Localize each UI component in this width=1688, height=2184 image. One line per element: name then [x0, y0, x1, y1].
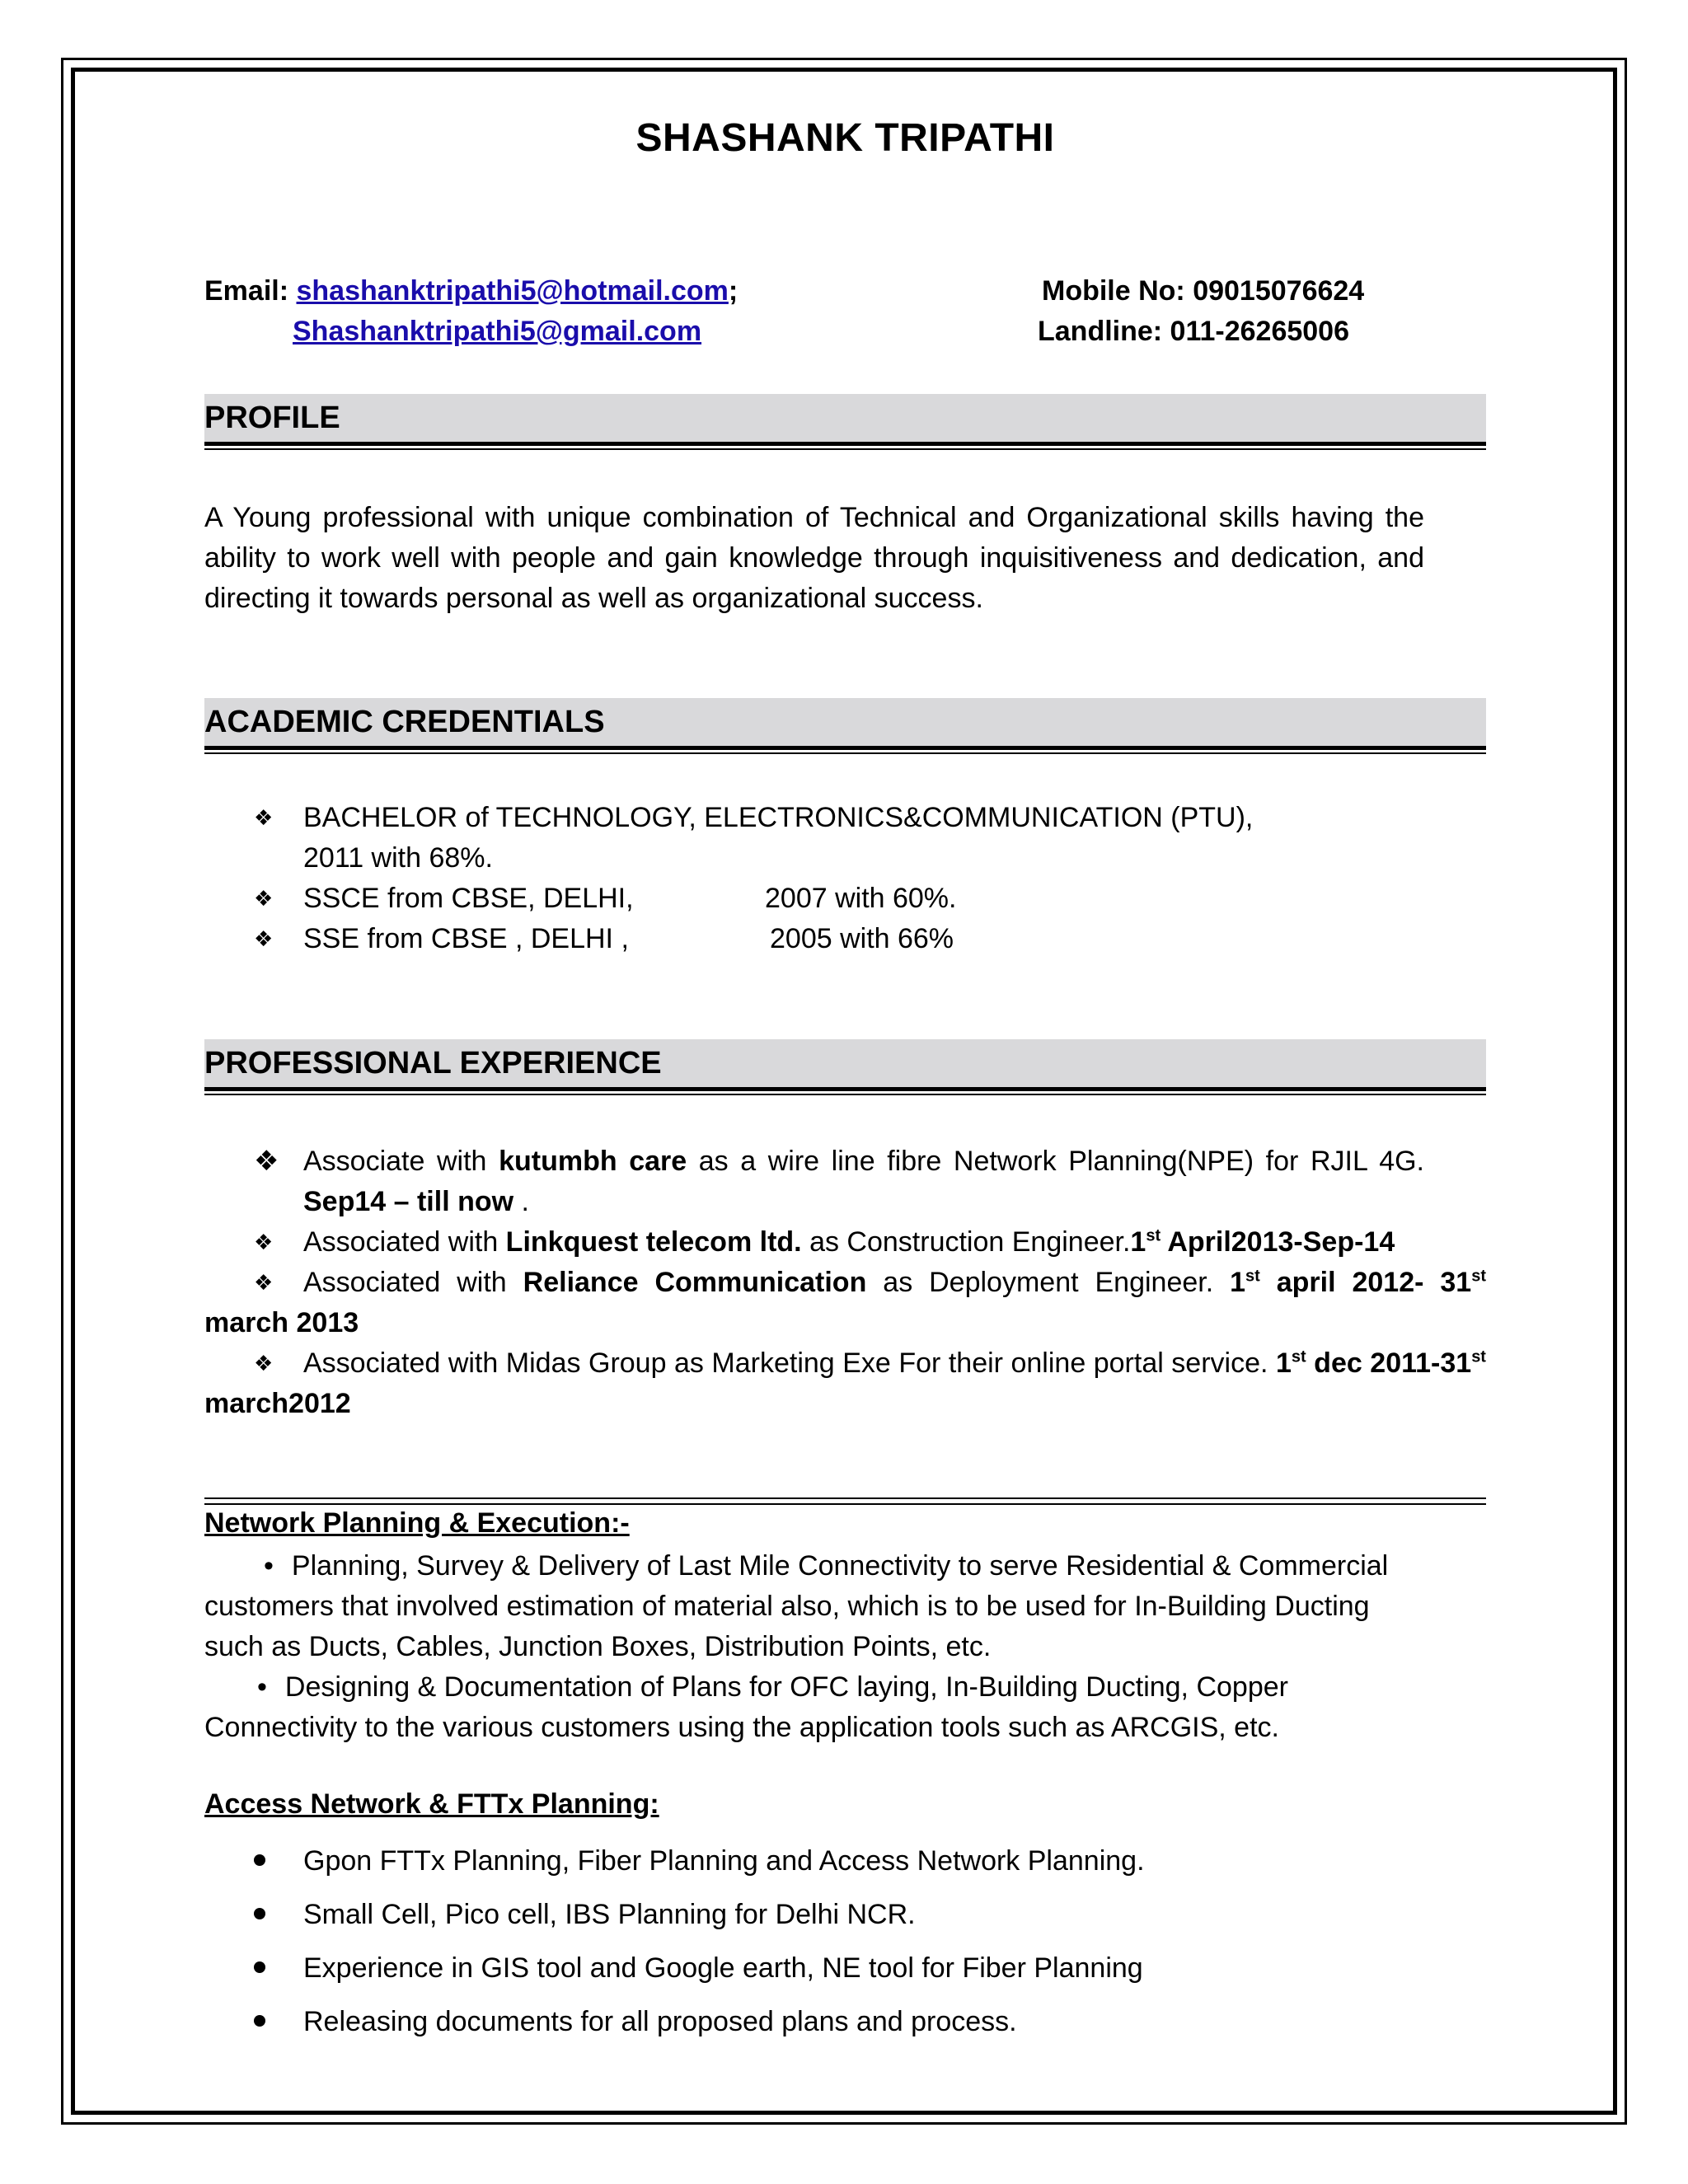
employer-name: kutumbh care — [499, 1146, 687, 1177]
bullet-icon — [254, 2015, 265, 2027]
academic-result: 2007 with 60%. — [765, 883, 957, 914]
email-separator: ; — [728, 275, 738, 307]
experience-list — [254, 1141, 1424, 1263]
academic-degree: BACHELOR of TECHNOLOGY, ELECTRONICS&COMMUNICATION (PTU), 2011 with 68%. — [303, 802, 1254, 874]
list-item: Gpon FTTx Planning, Fiber Planning and Access Network Planning. — [254, 1835, 1486, 1888]
list-item: Experience in GIS tool and Google earth, NE tool for Fiber Planning — [254, 1942, 1486, 1995]
diamond-bullet-icon: ❖ — [254, 926, 274, 951]
experience-item: ❖ Associated with Midas Group as Marketing Exe For their online portal service. 1st dec 2011-31st march2012 — [204, 1343, 1486, 1424]
subsection-title-network-planning: Network Planning & Execution:- — [204, 1507, 630, 1539]
list-item — [254, 919, 1486, 959]
network-planning-point: • Designing & Documentation of Plans for OFC laying, In-Building Ducting, Copper Connectivity to the various customers using the application tools such as ARCGIS, etc. — [204, 1671, 1288, 1743]
email-link-primary[interactable]: shashanktripathi5@hotmail.com — [296, 275, 729, 307]
section-header-experience — [204, 1039, 1486, 1087]
diamond-bullet-icon: ❖ — [254, 805, 274, 830]
section-title: PROFILE — [204, 401, 340, 435]
employment-period: 1st april 2012- 31st march 2013 — [204, 1267, 1486, 1338]
employment-period: Sep14 – till now — [303, 1186, 514, 1217]
mobile-number: Mobile No: 09015076624 — [1042, 275, 1365, 307]
section-header-academics — [204, 698, 1486, 746]
candidate-name: SHASHANK TRIPATHI — [635, 116, 1055, 160]
email-row — [204, 275, 738, 307]
section-title: PROFESSIONAL EXPERIENCE — [204, 1046, 662, 1080]
email-label: Email: — [204, 275, 289, 307]
email-link-secondary[interactable]: Shashanktripathi5@gmail.com — [293, 316, 702, 347]
experience-item: ❖ Associated with Linkquest telecom ltd. as Construction Engineer.1st April2013-Sep-14 — [254, 1222, 1424, 1263]
diamond-bullet-icon: ❖ — [254, 1351, 274, 1376]
list-item: Small Cell, Pico cell, IBS Planning for Delhi NCR. — [254, 1888, 1486, 1942]
employment-period: 1st April2013-Sep-14 — [1130, 1226, 1395, 1258]
academic-list — [254, 798, 1486, 959]
network-planning-point: • Planning, Survey & Delivery of Last Mile Connectivity to serve Residential & Commercial customers that involved estimation of material also, which is to be used for In-Building Ducting such as Ducts, Cables, Junction Boxes, Distribution Points, etc. — [204, 1550, 1389, 1662]
subsection-title-access-network: Access Network & FTTx Planning: — [204, 1788, 659, 1820]
landline-number: Landline: 011-26265006 — [1038, 316, 1350, 347]
employment-period: 1st dec 2011-31st march2012 — [204, 1347, 1486, 1419]
list-item — [254, 879, 1486, 919]
academic-institution: SSE from CBSE , DELHI , — [303, 923, 629, 954]
section-divider — [204, 1087, 1486, 1095]
academic-result: 2005 with 66% — [770, 923, 954, 954]
section-title: ACADEMIC CREDENTIALS — [204, 705, 605, 739]
section-header-profile — [204, 394, 1486, 442]
bullet-icon — [254, 1908, 265, 1919]
section-divider — [204, 746, 1486, 754]
employer-name: Linkquest telecom ltd. — [505, 1226, 802, 1258]
bullet-icon: • — [257, 1671, 267, 1703]
list-item: Releasing documents for all proposed plans and process. — [254, 1995, 1486, 2049]
email-row-2 — [293, 316, 701, 348]
access-network-list — [254, 1835, 1486, 2049]
profile-summary: A Young professional with unique combination of Technical and Organizational skills having the ability to work well with people and gain knowledge through inquisitiveness and dedication, and directing it towards personal as well as organizational success. — [204, 502, 1424, 614]
experience-item: ❖ Associated with Reliance Communication as Deployment Engineer. 1st april 2012- 31st march 2013 — [204, 1263, 1486, 1343]
experience-item: ❖ Associate with kutumbh care as a wire line fibre Network Planning(NPE) for RJIL 4G. Sep14 – till now . — [254, 1141, 1424, 1222]
resume-page — [204, 0, 1486, 2184]
diamond-bullet-icon: ❖ — [254, 886, 274, 911]
diamond-bullet-icon: ❖ — [254, 1146, 279, 1177]
section-divider — [204, 442, 1486, 450]
bullet-icon — [254, 1854, 265, 1866]
list-item — [254, 798, 1276, 879]
section-divider — [204, 1497, 1486, 1505]
bullet-icon — [254, 1961, 265, 1973]
bullet-icon: • — [264, 1550, 274, 1582]
diamond-bullet-icon: ❖ — [254, 1270, 274, 1295]
diamond-bullet-icon: ❖ — [254, 1230, 274, 1254]
academic-institution: SSCE from CBSE, DELHI, — [303, 883, 634, 914]
employer-name: Reliance Communication — [523, 1267, 867, 1298]
